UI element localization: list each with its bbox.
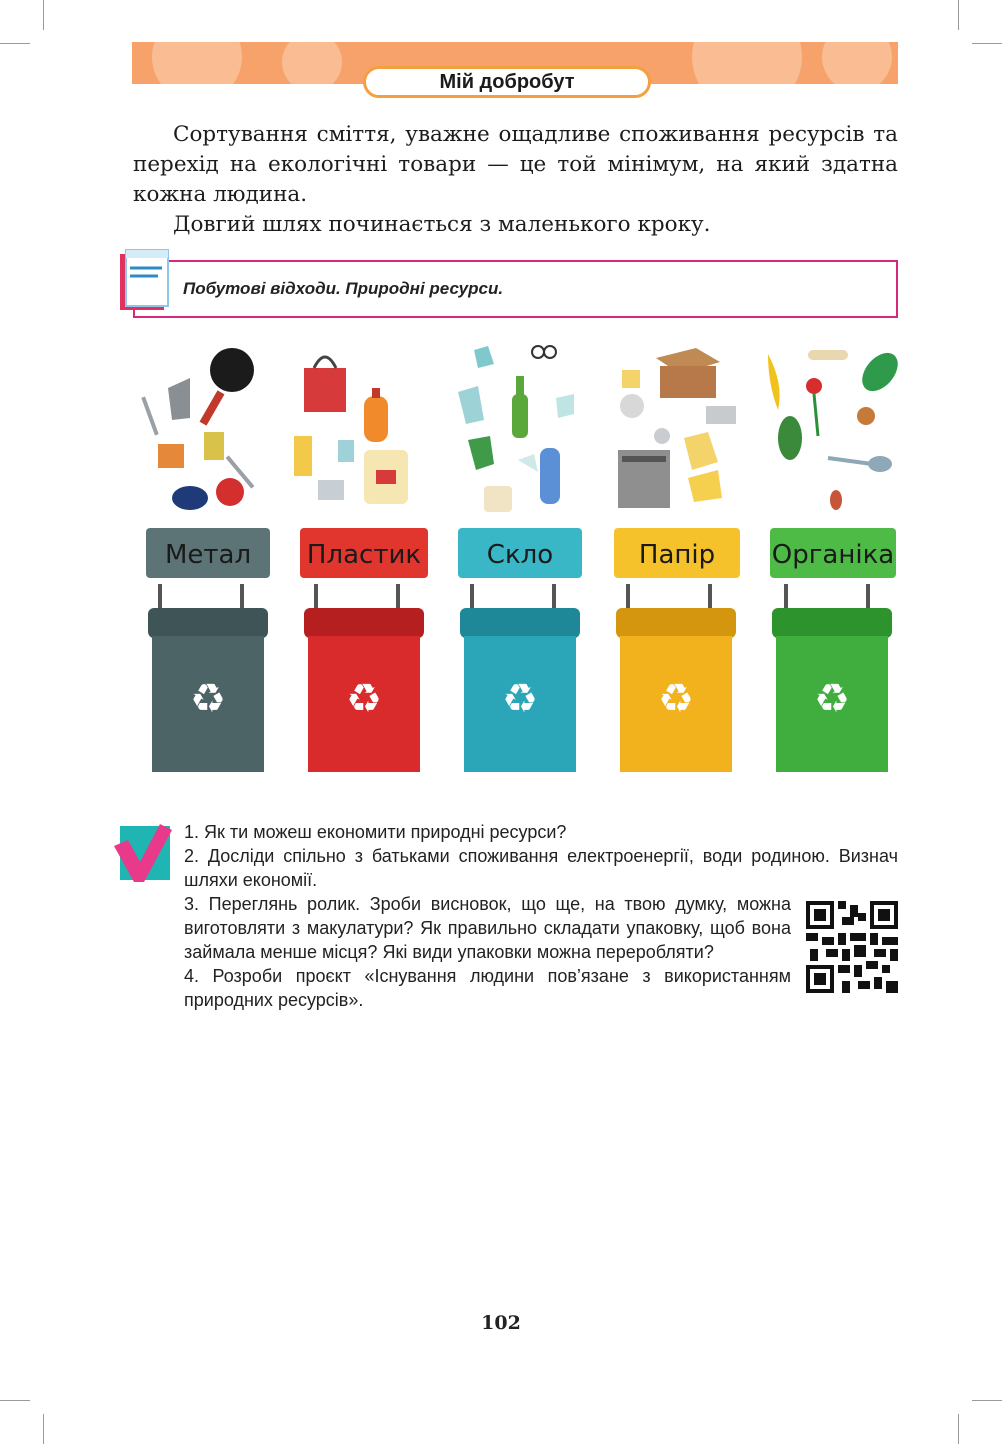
crop-mark — [43, 1414, 44, 1444]
bin-label-organic: Органіка — [771, 540, 895, 570]
intro-paragraph: Сортування сміття, уважне ощадливе споживання ресурсів та перехід на екологічні товари — це той мінімум, на який здатна кожна людина. — [133, 122, 898, 207]
page-number: 102 — [481, 1312, 521, 1334]
crop-mark — [958, 1414, 959, 1444]
intro-paragraph: Довгий шлях починається з маленького кроку. — [173, 212, 711, 237]
glass-waste-items — [458, 346, 574, 512]
topic-title: Побутові відходи. Природні ресурси. — [183, 279, 504, 298]
bin-paper — [614, 528, 740, 772]
bin-label-glass: Скло — [486, 540, 554, 570]
bin-label-paper: Папір — [638, 540, 716, 570]
task-item: 1. Як ти можеш економити природні ресурси? — [184, 822, 567, 842]
bin-metal — [146, 528, 270, 772]
task-item: 3. Переглянь ролик. Зроби висновок, що ще, на твою думку, можна виготовляти з макулатури? Як правильно складати упаковку, щоб вона займала менше місця? Які види упаковки можна переробляти? — [184, 894, 791, 962]
task-item: 2. Досліди спільно з батьками споживання електроенергії, води родиною. Визнач шляхи економії. — [184, 846, 898, 890]
svg-text:♻: ♻ — [658, 676, 694, 722]
bin-plastic — [300, 528, 428, 772]
qr-code-icon[interactable] — [806, 901, 898, 993]
crop-mark — [43, 0, 44, 30]
svg-text:♻: ♻ — [502, 676, 538, 722]
svg-text:♻: ♻ — [190, 676, 226, 722]
checkmark-icon — [114, 822, 172, 884]
section-title: Мій добробут — [363, 66, 651, 98]
crop-mark — [972, 1400, 1002, 1401]
crop-mark — [972, 43, 1002, 44]
bin-organic — [770, 528, 896, 772]
organic-waste-items — [768, 346, 902, 510]
bin-label-plastic: Пластик — [306, 540, 422, 570]
intro-text — [133, 120, 898, 240]
svg-text:♻: ♻ — [346, 676, 382, 722]
bin-glass — [458, 528, 582, 772]
crop-mark — [958, 0, 959, 30]
paper-waste-items — [618, 348, 736, 508]
metal-waste-items — [141, 348, 254, 510]
svg-text:♻: ♻ — [814, 676, 850, 722]
notepad-icon — [118, 246, 176, 312]
plastic-waste-items — [294, 357, 408, 504]
task-item: 4. Розроби проєкт «Існування людини пов’язане з використанням природних ресурсів». — [184, 966, 791, 1010]
bin-label-metal: Метал — [164, 540, 252, 570]
crop-mark — [0, 1400, 30, 1401]
crop-mark — [0, 43, 30, 44]
task-list — [184, 820, 898, 1012]
recycling-bins-illustration — [128, 340, 902, 780]
